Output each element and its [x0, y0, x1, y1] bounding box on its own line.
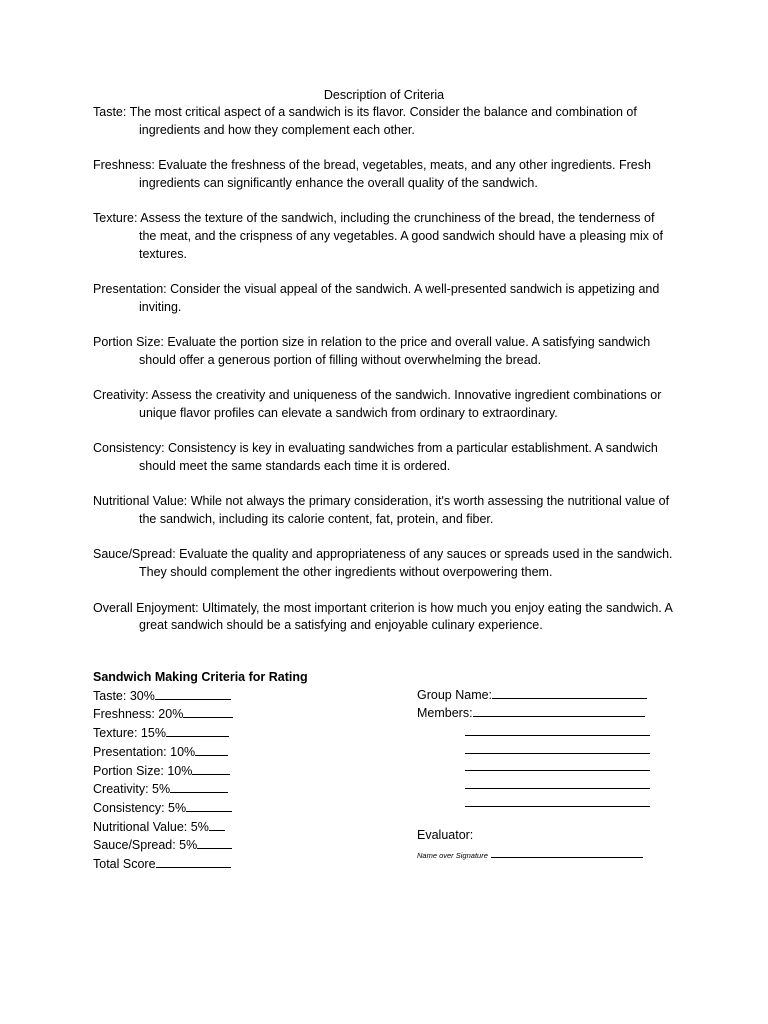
rating-row-total-score	[93, 855, 308, 874]
criterion-creativity: Creativity: Assess the creativity and uniqueness of the sandwich. Innovative ingredient combinations or unique flavor profiles can elevate a sandwich from ordinary to extraordinary.	[93, 388, 662, 420]
score-blank[interactable]	[186, 799, 232, 812]
criterion-sauce-spread: Sauce/Spread: Evaluate the quality and appropriateness of any sauces or spreads used in the sandwich. They should complement the other ingredients without overpowering them.	[93, 547, 673, 580]
rating-row-freshness	[93, 705, 308, 724]
rating-title: Sandwich Making Criteria for Rating	[93, 670, 308, 684]
criterion-presentation: Presentation: Consider the visual appeal of the sandwich. A well-presented sandwich is appetizing and inviting.	[93, 281, 660, 314]
criterion-overall-enjoyment: Overall Enjoyment: Ultimately, the most important criterion is how much you enjoy eating the sandwich. A great sandwich should be a satisfying and enjoyable culinary experience.	[93, 600, 673, 633]
score-blank[interactable]	[170, 780, 228, 793]
rating-row-sauce-spread	[93, 836, 308, 855]
score-blank[interactable]	[155, 687, 231, 700]
evaluator-row	[417, 827, 473, 845]
rating-row-presentation	[93, 743, 308, 762]
rating-label: Sauce/Spread: 5%	[93, 838, 198, 853]
criterion-texture: Texture: Assess the texture of the sandwich, including the crunchiness of the bread, the tenderness of the meat, and the crispness of any vegetables. A good sandwich should have a pleasing mix of textures.	[93, 211, 663, 261]
rating-label: Texture: 15%	[93, 726, 166, 741]
total-score-blank[interactable]	[156, 855, 231, 868]
score-blank[interactable]	[183, 705, 233, 718]
criterion-consistency: Consistency: Consistency is key in evaluating sandwiches from a particular establishment. A sandwich should meet the same standards each time it is ordered.	[93, 441, 658, 473]
evaluator-label: Evaluator:	[417, 828, 474, 842]
rating-label: Consistency: 5%	[93, 800, 187, 815]
group-name-label: Group Name:	[417, 688, 493, 702]
document-title: Description of Criteria	[323, 88, 445, 102]
rating-section	[93, 669, 308, 874]
member-blank[interactable]	[465, 770, 650, 771]
signature-label: Name over Signature	[417, 851, 488, 860]
rating-label: Portion Size: 10%	[93, 763, 193, 778]
rating-row-taste	[93, 687, 308, 706]
score-blank[interactable]	[166, 724, 229, 737]
score-blank[interactable]	[209, 818, 225, 831]
rating-row-consistency	[93, 799, 308, 818]
rating-label: Presentation: 10%	[93, 744, 196, 759]
rating-label: Freshness: 20%	[93, 707, 184, 722]
rating-label: Taste: 30%	[93, 688, 155, 703]
rating-label: Creativity: 5%	[93, 782, 171, 797]
member-blank[interactable]	[465, 735, 650, 736]
group-name-row	[417, 686, 647, 705]
score-blank[interactable]	[195, 743, 228, 756]
member-blank[interactable]	[465, 753, 650, 754]
criteria-list	[93, 104, 675, 635]
score-blank[interactable]	[197, 836, 232, 849]
members-row	[417, 704, 645, 723]
score-blank[interactable]	[192, 762, 230, 775]
rating-row-texture	[93, 724, 308, 743]
criterion-taste: Taste: The most critical aspect of a sandwich is its flavor. Consider the balance and combination of ingredients and how they complement each other.	[93, 105, 637, 137]
member-blank[interactable]	[465, 806, 650, 807]
member-blank[interactable]	[465, 788, 650, 789]
rating-row-creativity	[93, 780, 308, 799]
rating-row-nutritional-value	[93, 818, 308, 837]
rating-label: Total Score	[93, 857, 156, 872]
group-name-blank[interactable]	[492, 686, 647, 699]
signature-row	[417, 846, 643, 865]
members-label: Members:	[417, 706, 473, 720]
criterion-portion-size: Portion Size: Evaluate the portion size in relation to the price and overall value. A satisfying sandwich should offer a generous portion of filling without overwhelming the bread.	[93, 335, 651, 367]
member-blank[interactable]	[473, 704, 645, 717]
criterion-nutritional-value: Nutritional Value: While not always the primary consideration, it's worth assessing the nutritional value of the sandwich, including its calorie content, fat, protein, and fiber.	[93, 494, 670, 527]
rating-row-portion-size	[93, 762, 308, 781]
criterion-freshness: Freshness: Evaluate the freshness of the bread, vegetables, meats, and any other ingredients. Fresh ingredients can significantly enhance the overall quality of the sandwich.	[93, 158, 651, 190]
signature-blank[interactable]	[491, 848, 643, 858]
rating-label: Nutritional Value: 5%	[93, 819, 209, 834]
